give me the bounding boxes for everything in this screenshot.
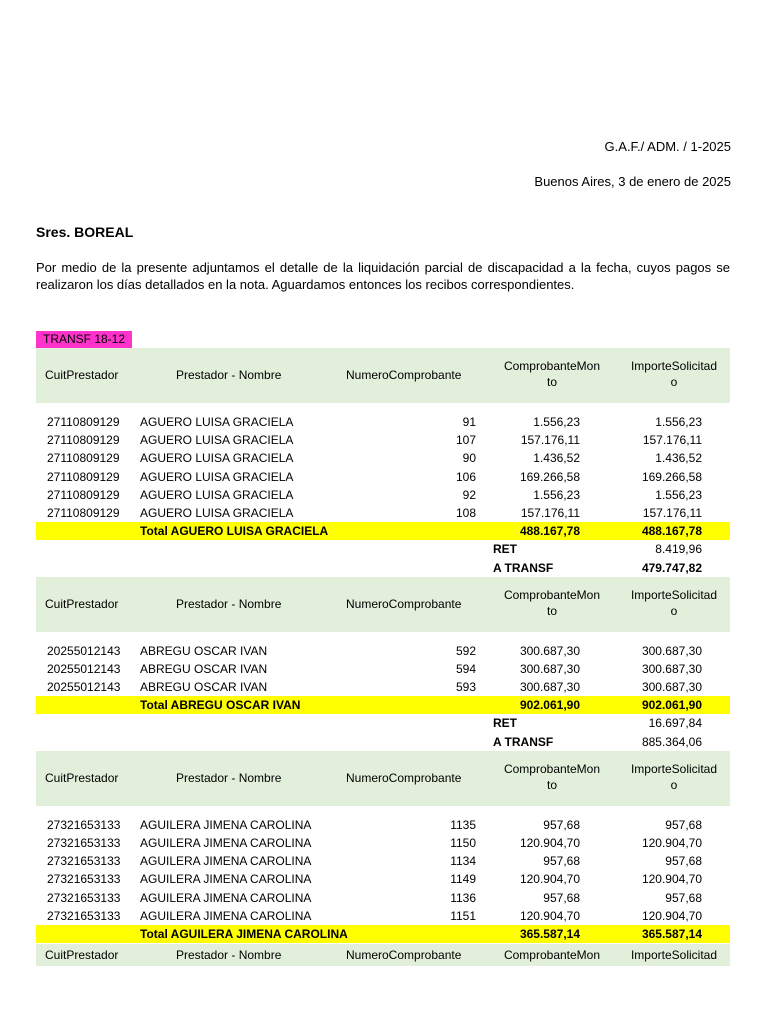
spacer [36, 403, 730, 413]
header-monto-line1: ComprobanteMon [503, 761, 601, 776]
cell-monto: 157.176,11 [520, 433, 580, 448]
cell-cuit: 20255012143 [47, 680, 121, 695]
cell-monto: 120.904,70 [519, 836, 580, 850]
cell-name: AGUERO LUISA GRACIELA [140, 505, 294, 520]
table-row [36, 816, 730, 834]
cell-number: 1150 [450, 836, 476, 850]
header-importe-line1: ImporteSolicitad [630, 761, 718, 776]
cell-cuit: 27110809129 [47, 415, 120, 429]
cell-monto: 300.687,30 [519, 643, 580, 658]
cell-cuit: 27110809129 [47, 451, 120, 466]
ret-value: 16.697,84 [648, 716, 702, 731]
header-number: NumeroComprobante [346, 770, 462, 785]
total-row [36, 696, 730, 714]
cell-monto: 1.556,23 [533, 487, 580, 502]
cell-name: AGUERO LUISA GRACIELA [140, 451, 294, 466]
cell-importe: 957,68 [665, 854, 702, 869]
header-monto-line1: ComprobanteMon [503, 948, 601, 963]
document-reference: G.A.F./ ADM. / 1-2025 [604, 139, 731, 154]
total-monto: 902.061,90 [519, 698, 580, 713]
cell-name: AGUILERA JIMENA CAROLINA [140, 908, 312, 923]
cell-cuit: 27110809129 [47, 505, 120, 520]
cell-importe: 1.556,23 [655, 415, 702, 429]
table-header-row [36, 577, 730, 632]
body-paragraph: Por medio de la presente adjuntamos el detalle de la liquidación parcial de discapacidad a la fecha, cuyos pagos se realizaron los días detallados en la nota. Aguardamos entonces los recibos correspondientes. [36, 260, 730, 292]
cell-importe: 957,68 [665, 817, 702, 832]
header-monto-line2: to [546, 603, 557, 618]
cell-name: ABREGU OSCAR IVAN [140, 643, 268, 658]
total-importe: 902.061,90 [641, 698, 702, 713]
table-row [36, 449, 730, 467]
total-label: Total AGUILERA JIMENA CAROLINA [140, 926, 348, 941]
header-name: Prestador - Nombre [176, 368, 282, 382]
total-label: Total ABREGU OSCAR IVAN [140, 698, 301, 713]
cell-importe: 1.556,23 [655, 487, 702, 502]
cell-importe: 300.687,30 [641, 680, 702, 695]
header-importe-line2: o [670, 603, 678, 618]
table-row [36, 870, 730, 888]
cell-number: 592 [455, 643, 476, 658]
cell-name: AGUERO LUISA GRACIELA [140, 433, 294, 448]
header-name: Prestador - Nombre [176, 596, 282, 611]
table-row [36, 468, 730, 486]
transfer-value: 885.364,06 [641, 734, 702, 749]
table-row [36, 642, 730, 660]
cell-cuit: 27321653133 [47, 908, 121, 923]
header-number: NumeroComprobante [346, 596, 462, 611]
table-row [36, 678, 730, 696]
cell-number: 106 [455, 469, 476, 484]
liquidation-table [36, 348, 730, 966]
table-row [36, 486, 730, 504]
cell-cuit: 20255012143 [47, 643, 121, 658]
header-importe-line1: ImporteSolicitad [630, 587, 718, 602]
ret-label: RET [493, 542, 517, 557]
cell-number: 1149 [450, 872, 476, 887]
header-monto-line2: to [546, 777, 557, 792]
header-monto-line1: ComprobanteMon [503, 359, 601, 373]
header-importe [624, 947, 724, 963]
header-importe-line1: ImporteSolicitad [630, 359, 718, 373]
header-monto-line1: ComprobanteMon [503, 587, 601, 602]
cell-cuit: 27321653133 [47, 890, 121, 905]
cell-number: 594 [455, 661, 476, 676]
cell-number: 1135 [450, 817, 476, 832]
cell-importe: 300.687,30 [641, 643, 702, 658]
cell-number: 90 [462, 451, 476, 466]
spacer [36, 806, 730, 816]
date-line: Buenos Aires, 3 de enero de 2025 [534, 174, 731, 189]
cell-importe: 169.266,58 [641, 469, 702, 484]
cell-cuit: 27110809129 [47, 469, 120, 484]
recipient: Sres. BOREAL [36, 224, 134, 240]
cell-importe: 157.176,11 [642, 433, 702, 448]
cell-monto: 957,68 [543, 854, 580, 869]
transfer-tag: TRANSF 18-12 [36, 331, 132, 348]
ret-row [36, 714, 730, 732]
table-row [36, 907, 730, 925]
table-row [36, 852, 730, 870]
cell-number: 593 [455, 680, 476, 695]
table-row [36, 504, 730, 522]
cell-number: 1151 [450, 908, 476, 923]
header-importe [624, 587, 724, 619]
header-importe [624, 358, 724, 390]
header-name: Prestador - Nombre [176, 770, 282, 785]
cell-cuit: 20255012143 [47, 661, 121, 676]
table-header-row [36, 348, 730, 403]
table-row [36, 431, 730, 449]
table-row [36, 889, 730, 907]
cell-cuit: 27321653133 [47, 817, 121, 832]
transfer-value: 479.747,82 [641, 560, 702, 575]
total-monto: 488.167,78 [519, 524, 580, 539]
total-importe: 365.587,14 [641, 926, 702, 941]
cell-importe: 120.904,70 [641, 908, 702, 923]
header-number: NumeroComprobante [346, 368, 462, 382]
cell-importe: 120.904,70 [641, 872, 702, 887]
header-importe [624, 761, 724, 793]
cell-number: 108 [455, 505, 476, 520]
cell-importe: 1.436,52 [655, 451, 702, 466]
table-header-row [36, 751, 730, 806]
cell-name: AGUILERA JIMENA CAROLINA [140, 836, 312, 850]
cell-name: AGUILERA JIMENA CAROLINA [140, 872, 312, 887]
header-monto [496, 947, 608, 963]
header-importe-line2: o [670, 375, 678, 389]
header-importe-line1: ImporteSolicitad [630, 948, 718, 963]
cell-importe: 957,68 [665, 890, 702, 905]
cell-monto: 957,68 [543, 890, 580, 905]
ret-label: RET [493, 716, 517, 731]
transfer-row [36, 733, 730, 751]
header-importe-line2: o [670, 777, 678, 792]
header-monto [496, 587, 608, 619]
cell-name: AGUILERA JIMENA CAROLINA [140, 817, 312, 832]
cell-cuit: 27321653133 [47, 872, 121, 887]
cell-name: ABREGU OSCAR IVAN [140, 661, 268, 676]
header-cuit: CuitPrestador [45, 596, 119, 611]
cell-name: AGUILERA JIMENA CAROLINA [140, 854, 312, 869]
cell-name: AGUERO LUISA GRACIELA [140, 469, 294, 484]
header-monto-line2: to [546, 375, 557, 389]
cell-number: 92 [462, 487, 476, 502]
cell-monto: 169.266,58 [519, 469, 580, 484]
cell-importe: 157.176,11 [642, 505, 702, 520]
header-cuit: CuitPrestador [45, 368, 119, 382]
ret-row [36, 540, 730, 558]
ret-value: 8.419,96 [655, 542, 702, 557]
header-number: NumeroComprobante [346, 948, 462, 963]
spacer [36, 632, 730, 642]
cell-importe: 120.904,70 [641, 836, 702, 850]
table-row [36, 413, 730, 431]
cell-number: 91 [462, 415, 476, 429]
cell-name: AGUERO LUISA GRACIELA [140, 487, 294, 502]
transfer-label: A TRANSF [493, 734, 554, 749]
table-row [36, 660, 730, 678]
cell-monto: 157.176,11 [520, 505, 580, 520]
cell-cuit: 27110809129 [47, 487, 120, 502]
cell-name: AGUERO LUISA GRACIELA [140, 415, 294, 429]
total-label: Total AGUERO LUISA GRACIELA [140, 524, 329, 539]
transfer-label: A TRANSF [493, 560, 554, 575]
total-importe: 488.167,78 [641, 524, 702, 539]
header-name: Prestador - Nombre [176, 948, 282, 963]
cell-cuit: 27321653133 [47, 854, 121, 869]
total-monto: 365.587,14 [519, 926, 580, 941]
cell-monto: 1.436,52 [533, 451, 580, 466]
cell-monto: 300.687,30 [519, 661, 580, 676]
header-monto [496, 761, 608, 793]
transfer-row [36, 559, 730, 577]
table-row [36, 834, 730, 852]
total-row [36, 925, 730, 943]
cell-number: 1134 [450, 854, 476, 869]
cell-number: 1136 [450, 890, 476, 905]
cell-monto: 957,68 [543, 817, 580, 832]
cell-monto: 120.904,70 [519, 872, 580, 887]
header-cuit: CuitPrestador [45, 948, 119, 963]
cell-cuit: 27110809129 [47, 433, 120, 448]
cell-cuit: 27321653133 [47, 836, 121, 850]
cell-monto: 300.687,30 [519, 680, 580, 695]
total-row [36, 522, 730, 540]
cell-importe: 300.687,30 [641, 661, 702, 676]
cell-monto: 120.904,70 [519, 908, 580, 923]
cell-number: 107 [455, 433, 476, 448]
cell-name: AGUILERA JIMENA CAROLINA [140, 890, 312, 905]
cell-name: ABREGU OSCAR IVAN [140, 680, 268, 695]
table-header-row [36, 944, 730, 966]
cell-monto: 1.556,23 [533, 415, 580, 429]
header-cuit: CuitPrestador [45, 770, 119, 785]
header-monto [496, 358, 608, 390]
